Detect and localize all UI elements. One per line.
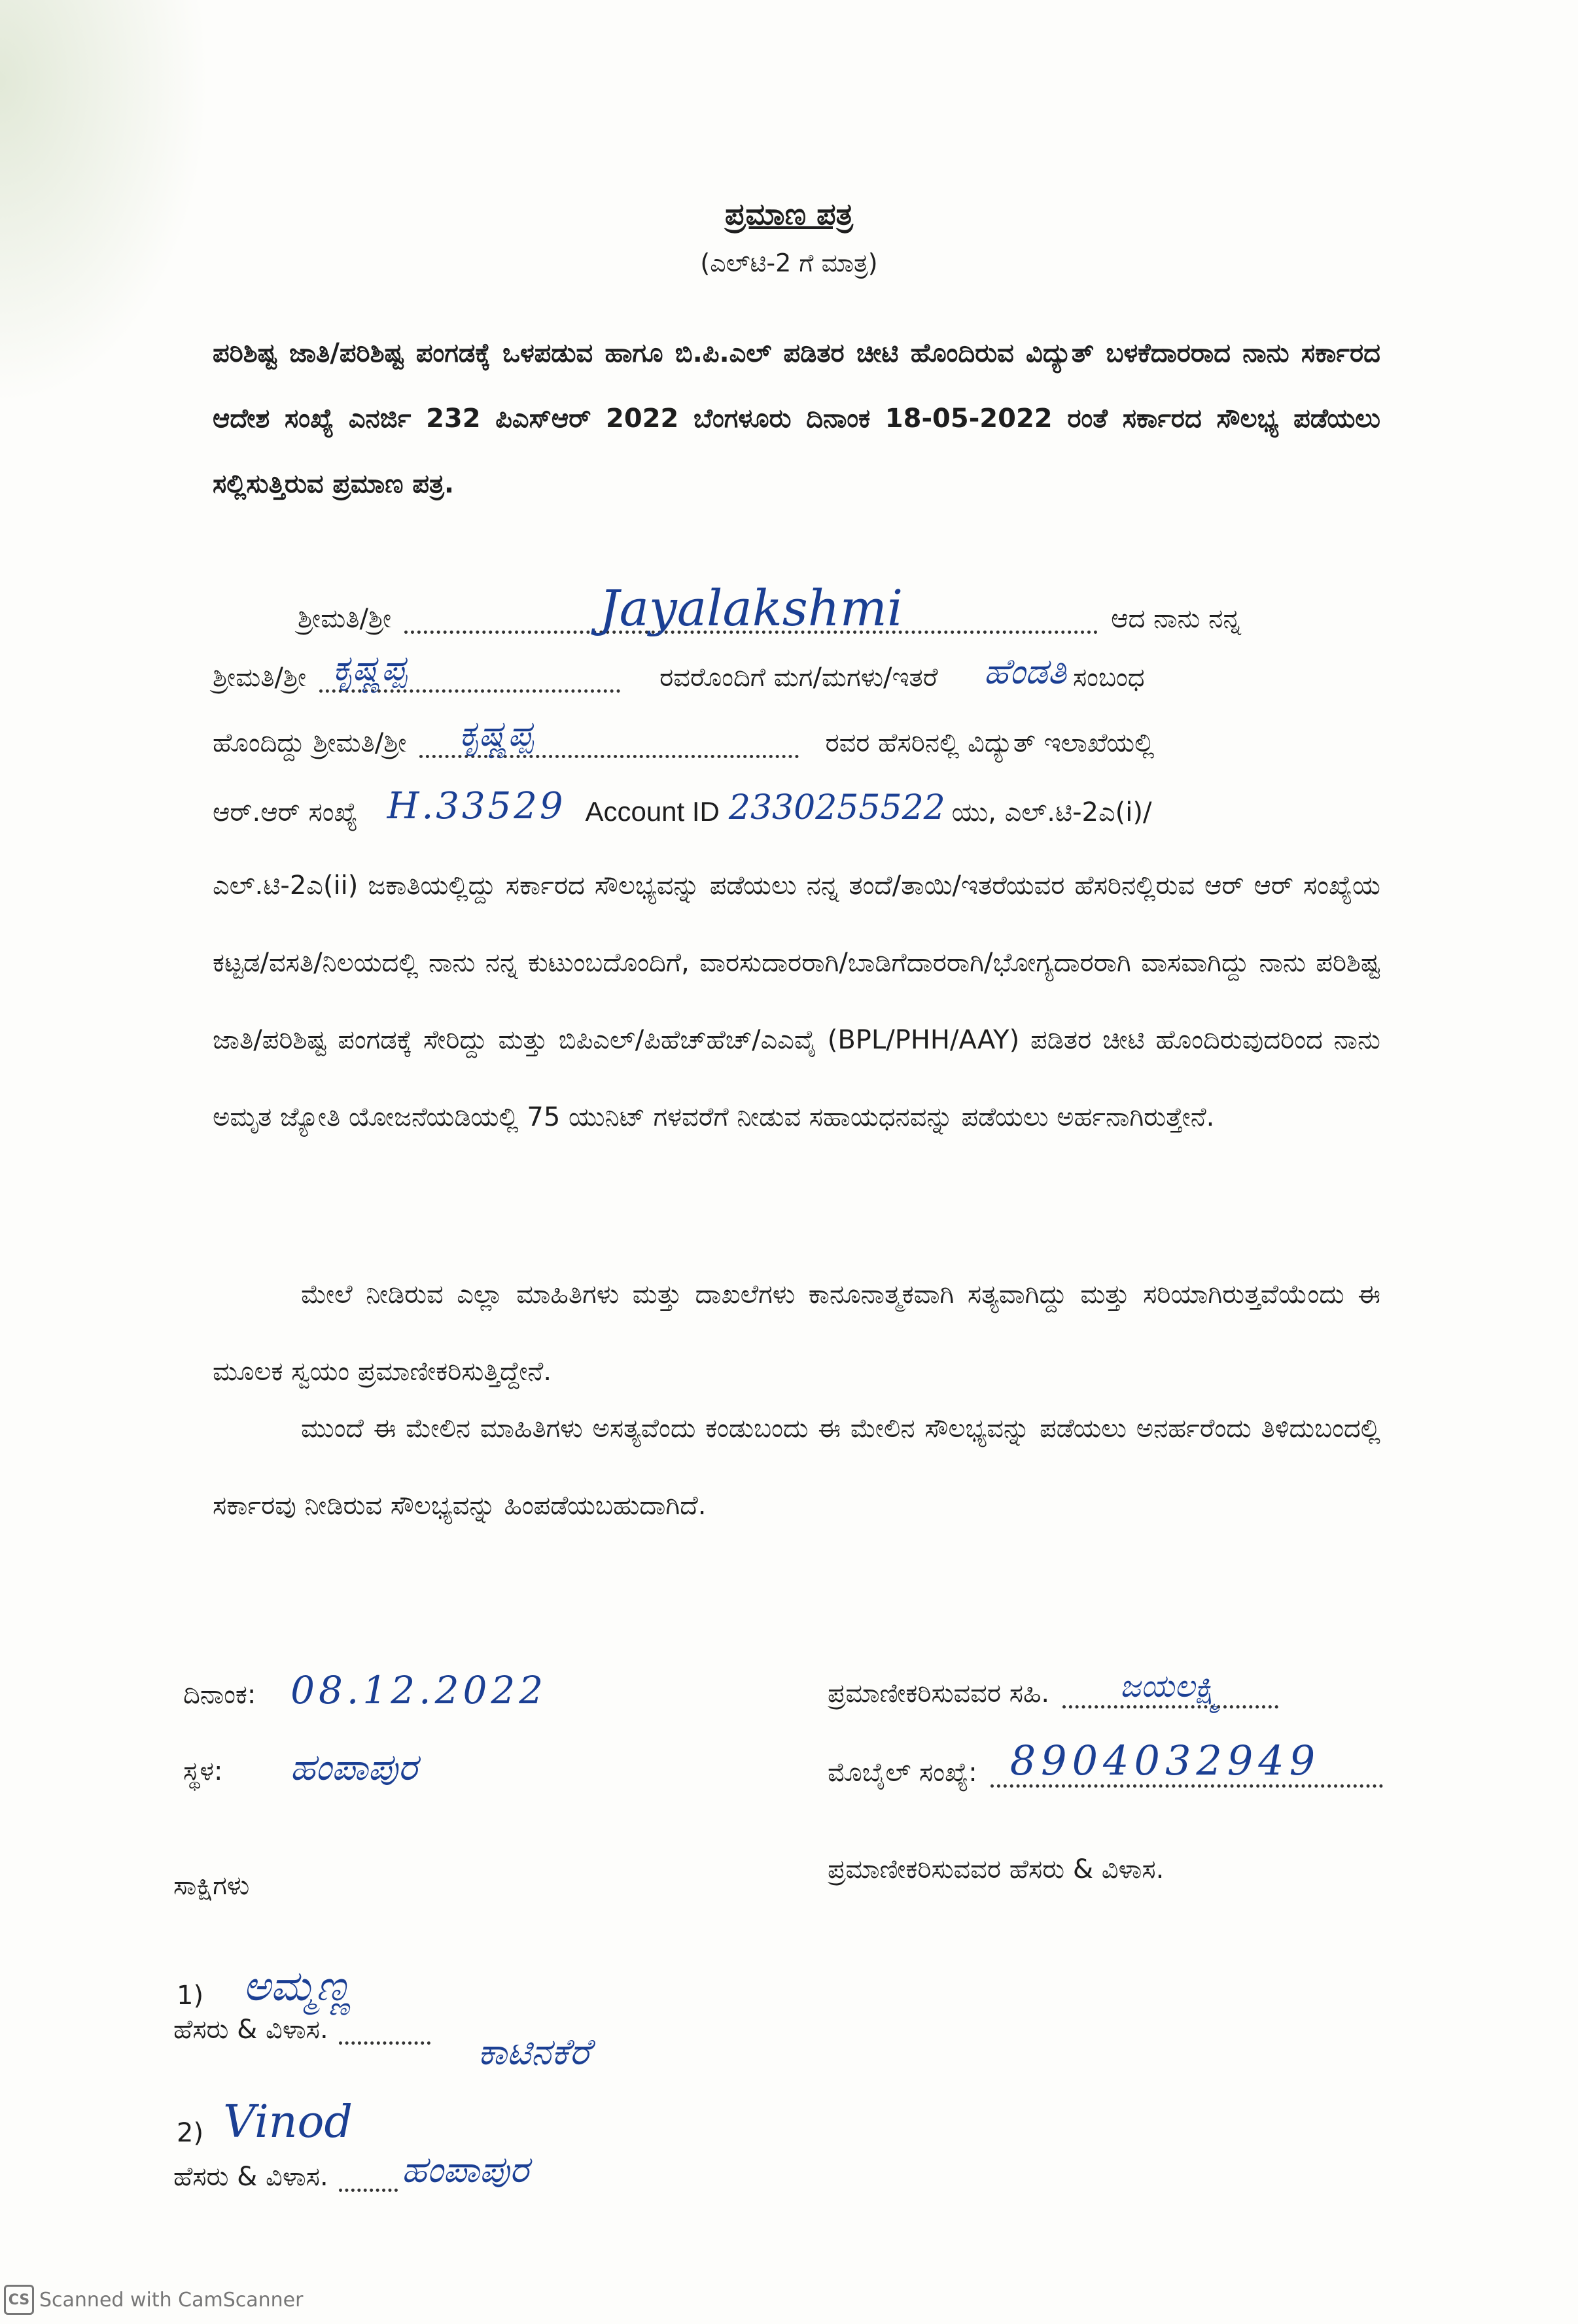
place-value: ಹಂಪಾಪುರ: [290, 1746, 417, 1789]
applicant-name-line: [298, 572, 1380, 637]
applicant-name: Jayalakshmi: [599, 579, 903, 637]
signature-field: [1062, 1668, 1278, 1708]
account-id-label: Account ID: [585, 796, 720, 827]
witness-1-number: 1): [177, 1981, 204, 2011]
account-id-value: 2330255522: [728, 788, 945, 827]
relation-value: ಹೆಂಡತಿ: [983, 651, 1067, 692]
signature-row: [828, 1668, 1278, 1708]
document-subtitle: (ಎಲ್‌ಟಿ-2 ಗೆ ಮಾತ್ರ): [700, 249, 878, 277]
witness-1-signature: ಅಮ್ಮಣ್ಣ: [243, 1962, 352, 2011]
holder-prefix: ಹೊಂದಿದ್ದು ಶ್ರೀಮತಿ/ಶ್ರೀ: [213, 728, 407, 758]
name-address-label: ಪ್ರಮಾಣೀಕರಿಸುವವರ ಹೆಸರು & ವಿಳಾಸ.: [828, 1854, 1165, 1884]
relation-suffix: ಸಂಬಂಧ: [1073, 663, 1145, 693]
witness-2-number: 2): [177, 2118, 204, 2148]
mobile-value: 8904032949: [1009, 1737, 1321, 1784]
witness-2-address: ಹಂಪಾಪುರ: [401, 2149, 529, 2191]
applicant-suffix: ಆದ ನಾನು ನನ್ನ: [1111, 604, 1241, 634]
holder-name-field: [419, 713, 799, 758]
witness-2-address-row: [173, 2149, 529, 2192]
witness-2-signature-row: [177, 2096, 353, 2148]
revocation-paragraph: ಮುಂದೆ ಈ ಮೇಲಿನ ಮಾಹಿತಿಗಳು ಅಸತ್ಯವೆಂದು ಕಂಡುಬಂದು ಈ ಮೇಲಿನ ಸೌಲಭ್ಯವನ್ನು ಪಡೆಯಲು ಅನರ್ಹರೆಂದು ತಿಳಿದುಬಂದಲ್ಲಿ ಸರ್ಕಾರವು ನೀಡಿರುವ ಸೌಲಭ್ಯವನ್ನು ಹಿಂಪಡೆಯಬಹುದಾಗಿದೆ.: [213, 1413, 1380, 1521]
witness-2-signature: Vinod: [223, 2096, 353, 2148]
place-label: ಸ್ಥಳ:: [183, 1756, 223, 1786]
date-value: 08.12.2022: [290, 1668, 548, 1712]
place-row: [183, 1746, 417, 1790]
camscanner-text: Scanned with CamScanner: [39, 2288, 304, 2312]
holder-suffix: ರವರ ಹೆಸರಿನಲ್ಲಿ ವಿದ್ಯುತ್ ಇಲಾಖೆಯಲ್ಲಿ: [825, 728, 1155, 758]
relative-name: ಕೃಷ್ಣಪ್ಪ: [332, 648, 407, 689]
mobile-row: [828, 1737, 1383, 1788]
camscanner-footer: [4, 2285, 303, 2315]
witness-2-address-label: ಹೆಸರು & ವಿಳಾಸ.: [173, 2162, 328, 2192]
rr-account-line: [213, 785, 1380, 827]
witness-1-address-label: ಹೆಸರು & ವಿಳಾಸ.: [173, 2015, 328, 2045]
account-holder-line: [213, 713, 1380, 758]
date-label: ದಿನಾಂಕ:: [183, 1680, 256, 1710]
declaration-paragraph: ಮೇಲೆ ನೀಡಿರುವ ಎಲ್ಲಾ ಮಾಹಿತಿಗಳು ಮತ್ತು ದಾಖಲೆಗಳು ಕಾನೂನಾತ್ಮಕವಾಗಿ ಸತ್ಯವಾಗಿದ್ದು ಮತ್ತು ಸರಿಯಾಗಿರುತ್ತವೆಯೆಂದು ಈ ಮೂಲಕ ಸ್ವಯಂ ಪ್ರಮಾಣೀಕರಿಸುತ್ತಿದ್ದೇನೆ.: [213, 1279, 1380, 1387]
document-title: ಪ್ರಮಾಣ ಪತ್ರ: [725, 196, 853, 232]
relation-line: [213, 648, 1380, 693]
witness-1-address-row: [173, 2015, 430, 2045]
rr-label: ಆರ್.ಆರ್ ಸಂಖ್ಯೆ: [213, 797, 358, 827]
relation-middle: ರವರೊಂದಿಗೆ ಮಗ/ಮಗಳು/ಇತರೆ: [659, 663, 938, 693]
holder-name: ಕೃಷ್ಣಪ್ಪ: [459, 713, 534, 754]
signature-value: ಜಯಲಕ್ಷ್ಮಿ: [1119, 1668, 1221, 1705]
witness-1-signature-row: [177, 1962, 351, 2011]
witnesses-label: ಸಾಕ್ಷಿಗಳು: [173, 1871, 250, 1901]
applicant-prefix: ಶ್ರೀಮತಿ/ಶ್ರೀ: [298, 604, 392, 634]
camscanner-logo-icon: CS: [4, 2285, 34, 2315]
witness-1-address: ಕಾಟಿನಕೆರೆ: [478, 2031, 590, 2073]
date-row: [183, 1668, 547, 1712]
witness-2-dots: [339, 2189, 398, 2192]
eligibility-paragraph: ಎಲ್.ಟಿ-2ಎ(ii) ಜಕಾತಿಯಲ್ಲಿದ್ದು ಸರ್ಕಾರದ ಸೌಲಭ್ಯವನ್ನು ಪಡೆಯಲು ನನ್ನ ತಂದೆ/ತಾಯಿ/ಇತರೆಯವರ ಹೆಸರಿನಲ್ಲಿರುವ ಆರ್ ಆರ್ ಸಂಖ್ಯೆಯ ಕಟ್ಟಡ/ವಸತಿ/ನಿಲಯದಲ್ಲಿ ನಾನು ನನ್ನ ಕುಟುಂಬದೊಂದಿಗೆ, ವಾರಸುದಾರರಾಗಿ/ಬಾಡಿಗೆದಾರರಾಗಿ/ಭೋಗ್ಯದಾರರಾಗಿ ವಾಸವಾಗಿದ್ದು ನಾನು ಪರಿಶಿಷ್ಟ ಜಾತಿ/ಪರಿಶಿಷ್ಟ ಪಂಗಡಕ್ಕೆ ಸೇರಿದ್ದು ಮತ್ತು ಬಿಪಿಎಲ್/ಪಿಹೆಚ್‌ಹೆಚ್/ಎಎವೈ (BPL/PHH/AAY) ಪಡಿತರ ಚೀಟಿ ಹೊಂದಿರುವುದರಿಂದ ನಾನು ಅಮೃತ ಜ್ಯೋತಿ ಯೋಜನೆಯಡಿಯಲ್ಲಿ 75 ಯುನಿಟ್ ಗಳವರೆಗೆ ನೀಡುವ ಸಹಾಯಧನವನ್ನು ಪಡೆಯಲು ಅರ್ಹನಾಗಿರುತ್ತೇನೆ.: [213, 871, 1380, 1132]
mobile-field: [991, 1737, 1383, 1788]
signature-label: ಪ್ರಮಾಣೀಕರಿಸುವವರ ಸಹಿ.: [828, 1678, 1050, 1708]
rr-suffix: ಯು, ಎಲ್.ಟಿ-2ಎ(i)/: [951, 797, 1152, 827]
witness-1-dots: [339, 2041, 430, 2045]
relation-prefix: ಶ್ರೀಮತಿ/ಶ್ರೀ: [213, 663, 307, 693]
relative-name-field: [319, 648, 620, 693]
intro-paragraph: ಪರಿಶಿಷ್ಟ ಜಾತಿ/ಪರಿಶಿಷ್ಟ ಪಂಗಡಕ್ಕೆ ಒಳಪಡುವ ಹಾಗೂ ಬಿ.ಪಿ.ಎಲ್ ಪಡಿತರ ಚೀಟಿ ಹೊಂದಿರುವ ವಿದ್ಯುತ್ ಬಳಕೆದಾರರಾದ ನಾನು ಸರ್ಕಾರದ ಆದೇಶ ಸಂಖ್ಯೆ ಎನರ್ಜಿ 232 ಪಿಎಸ್‌ಆರ್ 2022 ಬೆಂಗಳೂರು ದಿನಾಂಕ 18-05-2022 ರಂತೆ ಸರ್ಕಾರದ ಸೌಲಭ್ಯ ಪಡೆಯಲು ಸಲ್ಲಿಸುತ್ತಿರುವ ಪ್ರಮಾಣ ಪತ್ರ.: [213, 338, 1380, 499]
rr-number: H.33529: [387, 785, 566, 827]
applicant-name-field: [404, 572, 1098, 637]
mobile-label: ಮೊಬೈಲ್ ಸಂಖ್ಯೆ:: [828, 1758, 977, 1788]
